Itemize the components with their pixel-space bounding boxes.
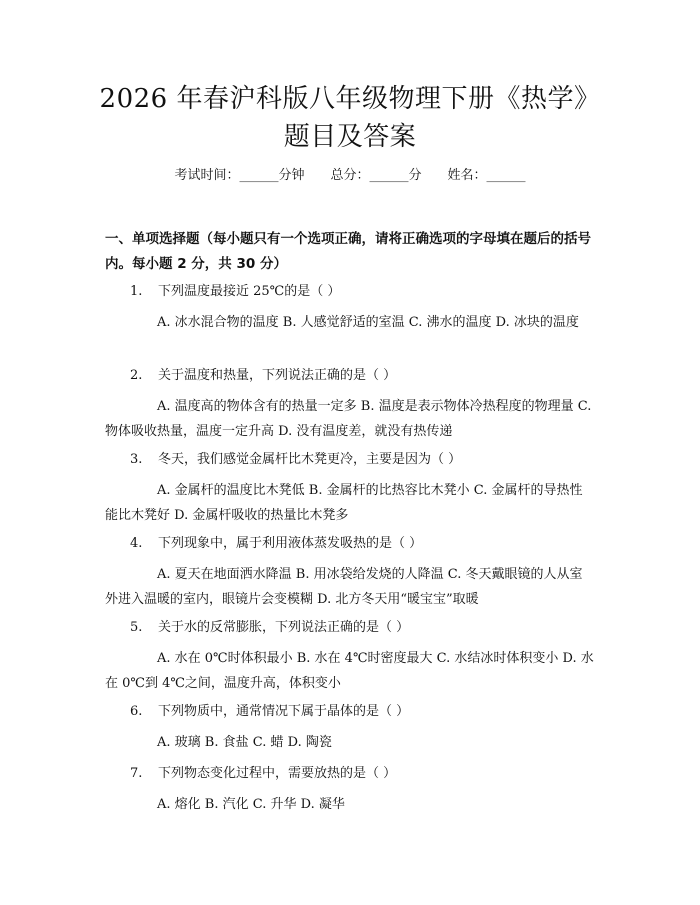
question-7-stem [130, 764, 590, 784]
question-text: 下列物态变化过程中，需要放热的是（ ） [158, 766, 397, 781]
question-text: 下列现象中，属于利用液体蒸发吸热的是（ ） [158, 536, 423, 551]
question-number: 3. [130, 452, 143, 467]
question-text: 冬天，我们感觉金属杆比木凳更冷，主要是因为（ ） [158, 452, 462, 467]
question-text: 下列物质中，通常情况下属于晶体的是（ ） [158, 704, 410, 719]
question-2-options: A. 温度高的物体含有的热量一定多 B. 温度是表示物体冷热程度的物理量 C. 物体吸收热量，温度一定升高 D. 没有温度差，就没有热传递 [105, 399, 592, 439]
question-4-stem [130, 534, 590, 554]
question-3-options: A. 金属杆的温度比木凳低 B. 金属杆的比热容比木凳小 C. 金属杆的导热性能比木凳好 D. 金属杆吸收的热量比木凳多 [105, 483, 583, 523]
question-text: 关于温度和热量，下列说法正确的是（ ） [158, 368, 397, 383]
question-text: 下列温度最接近 25℃的是（ ） [158, 284, 341, 299]
question-7-options: A. 熔化 B. 汽化 C. 升华 D. 凝华 [157, 797, 345, 812]
question-number: 1. [130, 284, 143, 299]
question-3-stem [130, 450, 590, 470]
question-6-stem [130, 702, 590, 722]
question-number: 4. [130, 536, 143, 551]
page-title: 2026 年春沪科版八年级物理下册《热学》题目及答案 [99, 84, 601, 152]
question-number: 2. [130, 368, 143, 383]
question-4-options: A. 夏天在地面洒水降温 B. 用冰袋给发烧的人降温 C. 冬天戴眼镜的人从室外进入温暖的室内，眼镜片会变模糊 D. 北方冬天用“暖宝宝”取暖 [105, 567, 583, 607]
question-1-stem [130, 282, 590, 302]
question-2-stem [130, 366, 590, 386]
question-number: 7. [130, 766, 143, 781]
question-number: 6. [130, 704, 143, 719]
question-5-options: A. 水在 0℃时体积最小 B. 水在 4℃时密度最大 C. 水结冰时体积变小 D. 水在 0℃到 4℃之间，温度升高，体积变小 [105, 651, 594, 691]
student-name-field: 姓名：______ [447, 168, 526, 183]
question-6-options: A. 玻璃 B. 食盐 C. 蜡 D. 陶瓷 [157, 735, 332, 750]
total-score-field: 总分：______分 [330, 168, 422, 183]
exam-info-line [0, 166, 700, 186]
question-text: 关于水的反常膨胀，下列说法正确的是（ ） [158, 620, 410, 635]
question-1-options: A. 冰水混合物的温度 B. 人感觉舒适的室温 C. 沸水的温度 D. 冰块的温度 [157, 315, 579, 330]
section-heading: 一、单项选择题（每小题只有一个选项正确，请将正确选项的字母填在题后的括号内。每小题 2 分，共 30 分） [105, 231, 591, 272]
question-number: 5. [130, 620, 143, 635]
question-5-stem [130, 618, 590, 638]
exam-time-field: 考试时间：______分钟 [174, 168, 305, 183]
